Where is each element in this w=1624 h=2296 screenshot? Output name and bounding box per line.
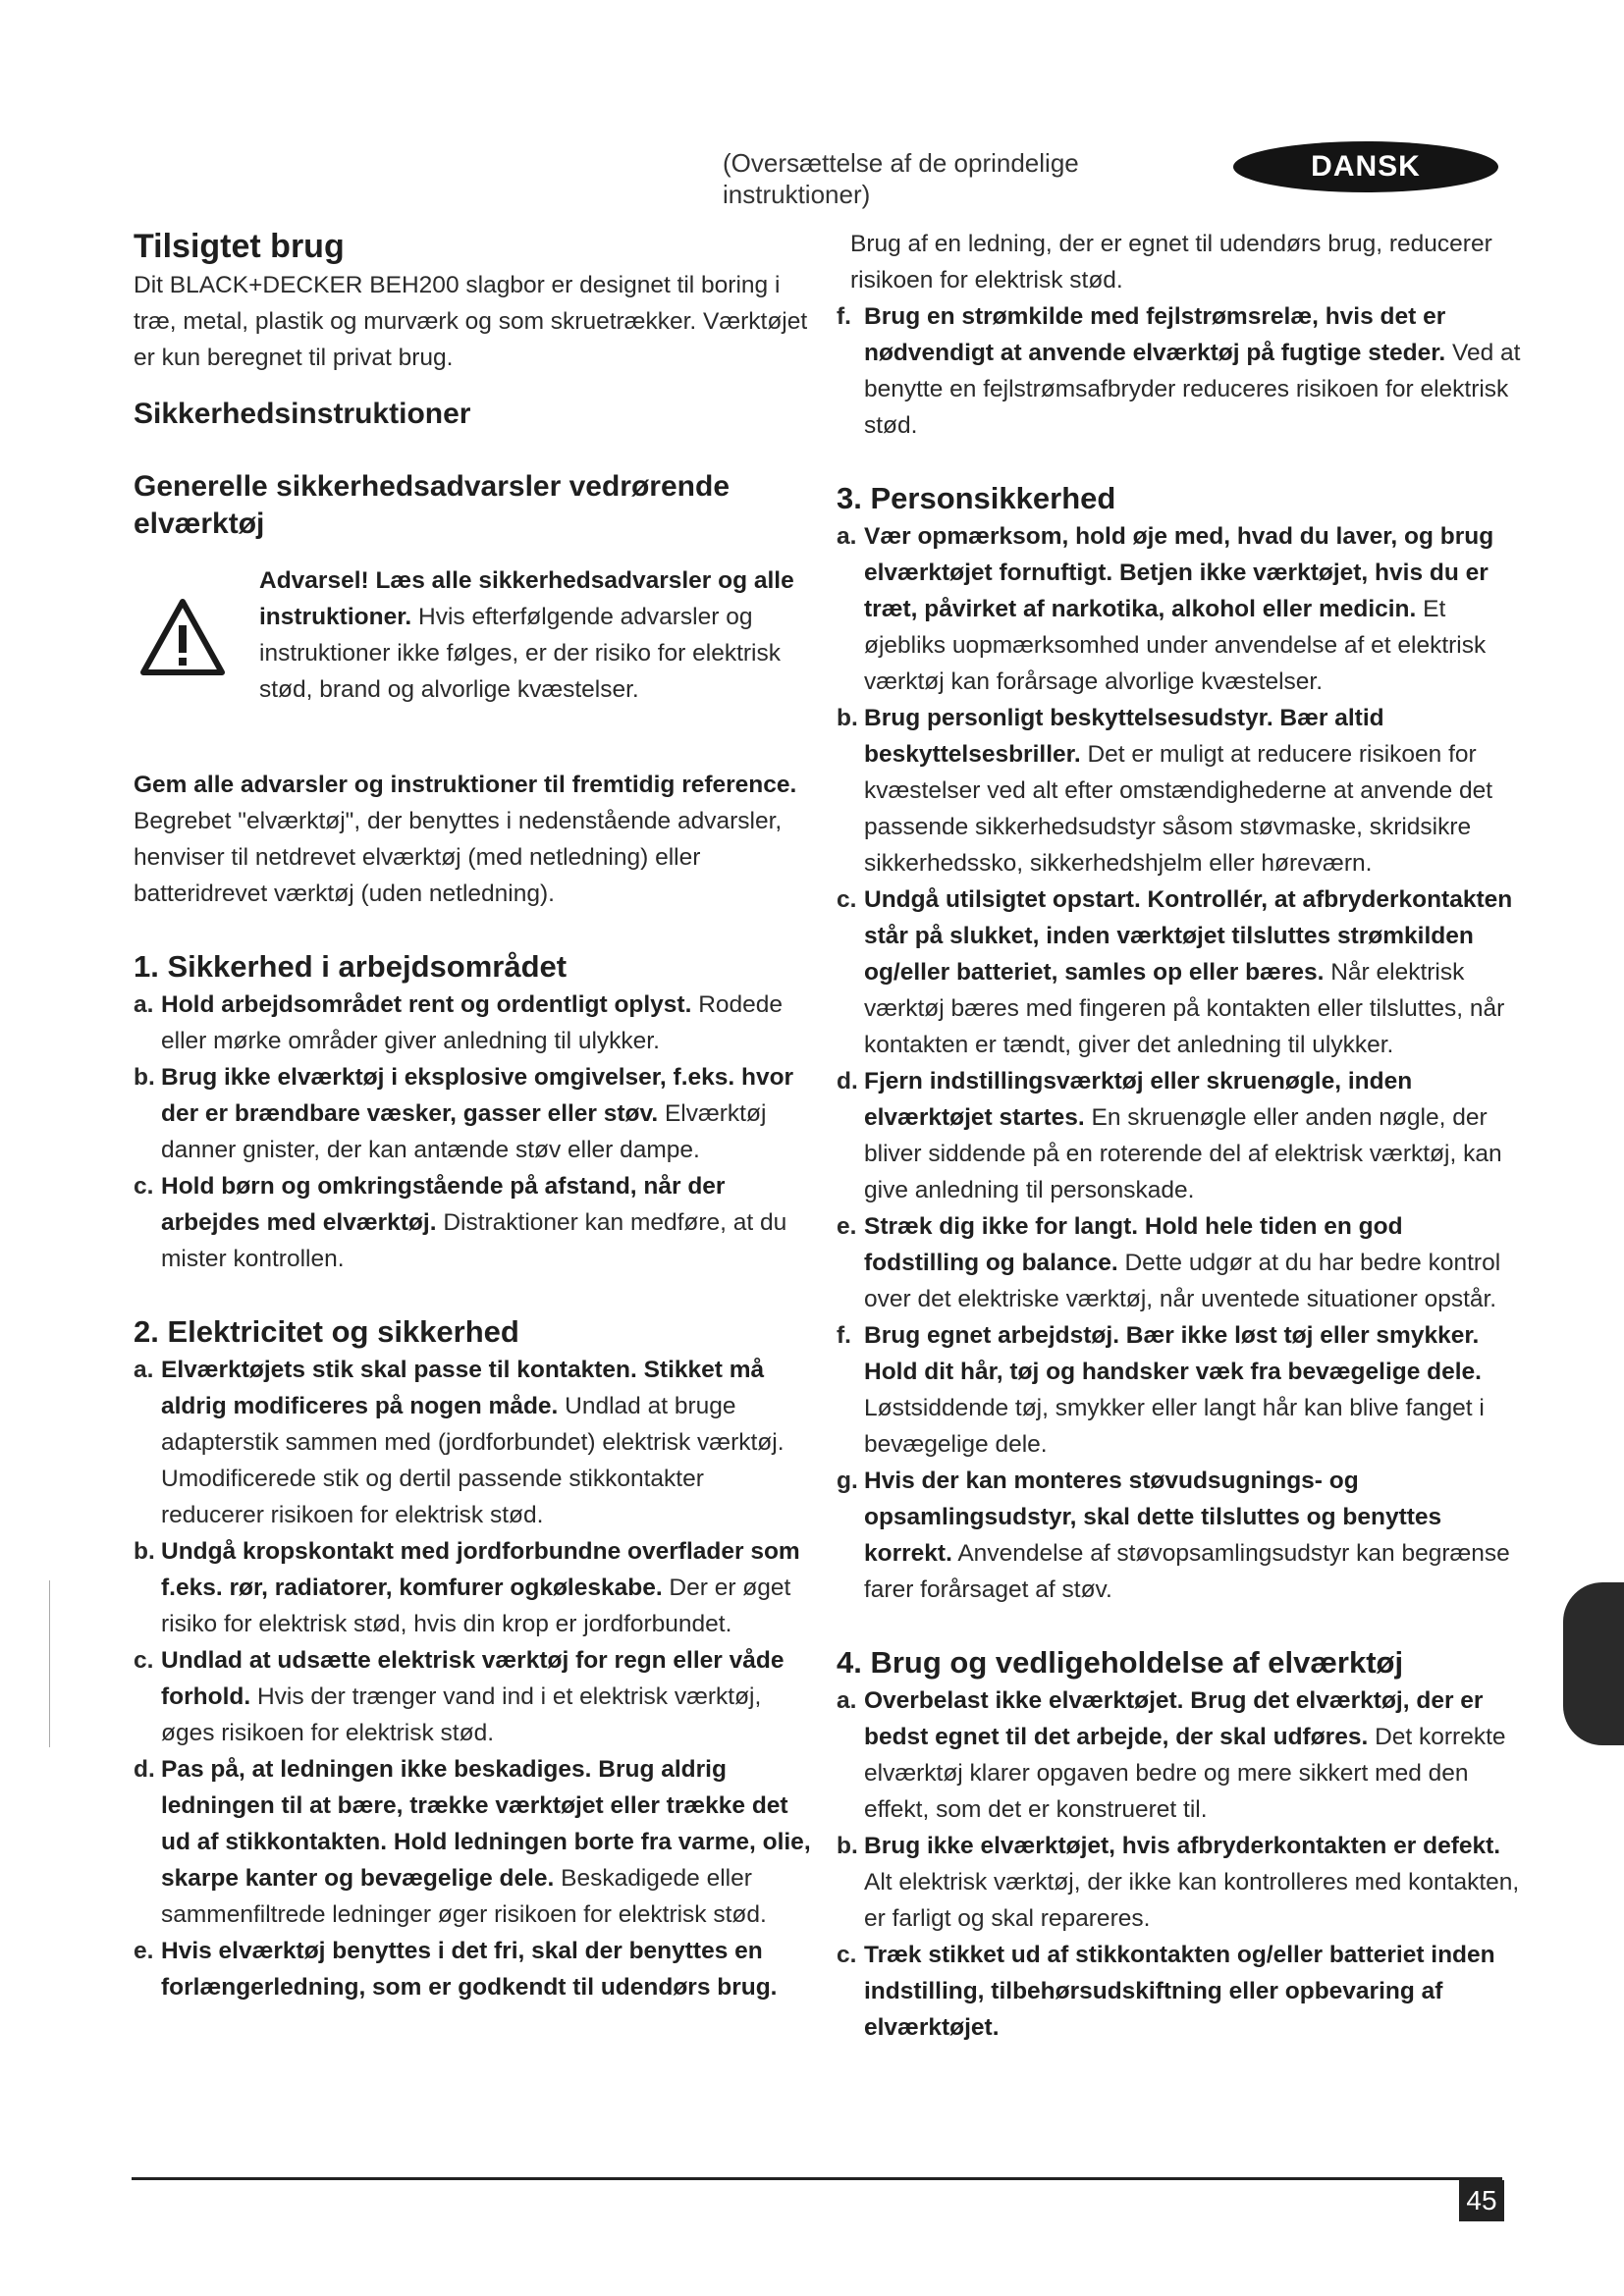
left-column xyxy=(134,226,811,2005)
warning-text: Hvis efterfølgende advarsler og instruktioner ikke følges, er der risiko for elektrisk stød, brand og alvorlige kvæstelser. xyxy=(259,604,781,703)
list-item: f. Brug en strømkilde med fejlstrømsrelæ, hvis det er nødvendigt at anvende elværktøj på fugtige steder. Ved at benytte en fejlstrømsafbryder reduceres risikoen for elektrisk stød. xyxy=(837,303,1521,439)
list-item: c. Hold børn og omkringstående på afstand, når der arbejdes med elværktøj. Distraktioner kan medføre, at du mister kontrollen. xyxy=(134,1173,787,1272)
warning-bold-text: Advarsel! Læs alle sikkerhedsadvarsler og alle instruktioner. xyxy=(259,567,794,630)
list-item: b. Brug ikke elværktøjet, hvis afbryderkontakten er defekt. Alt elektrisk værktøj, der ikke kan kontrolleres med kontakten, er farligt og skal repareres. xyxy=(837,1833,1520,1932)
margin-line xyxy=(49,1580,50,1747)
list-item: f. Brug egnet arbejdstøj. Bær ikke løst tøj eller smykker. Hold dit hår, tøj og handsker væk fra bevægelige dele. Løstsiddende tøj, smykker eller langt hår kan blive fanget i bevægelige dele. xyxy=(837,1322,1485,1458)
intended-use-title: Tilsigtet brug xyxy=(134,228,345,265)
language-badge: DANSK xyxy=(1233,141,1498,192)
right-column xyxy=(837,226,1524,2046)
page-number: 45 xyxy=(1459,2180,1504,2221)
section-4-title: 4. Brug og vedligeholdelse af elværktøj xyxy=(837,1645,1404,1680)
warning-triangle-icon xyxy=(139,598,226,676)
list-item: c. Træk stikket ud af stikkontakten og/eller batteriet inden indstilling, tilbehørsudskiftning eller opbevaring af elværktøjet. xyxy=(837,1942,1495,2041)
section-3-title: 3. Personsikkerhed xyxy=(837,481,1116,515)
list-item: e. Stræk dig ikke for langt. Hold hele tiden en god fodstilling og balance. Dette udgør at du har bedre kontrol over det elektriske værktøj, når uventede situationer opstår. xyxy=(837,1213,1501,1312)
keep-instructions-bold: Gem alle advarsler og instruktioner til fremtidig reference. xyxy=(134,772,797,798)
list-item: d. Fjern indstillingsværktøj eller skruenøgle, inden elværktøjet startes. En skruenøgle eller anden nøgle, der bliver siddende på en roterende del af elektrisk værktøj, kan give anledning til personskade. xyxy=(837,1068,1502,1203)
list-item: a. Elværktøjets stik skal passe til kontakten. Stikket må aldrig modificeres på nogen måde. Undlad at bruge adapterstik sammen med (jordforbundet) elektrisk værktøj. Umodificerede stik og dertil passende stikkontakter reducerer risikoen for elektrisk stød. xyxy=(134,1357,785,1528)
list-item: b. Brug personligt beskyttelsesudstyr. Bær altid beskyttelsesbriller. Det er muligt at reducere risikoen for kvæstelser ved alt efter omstændighederne at anvende det passende sikkerhedsudstyr såsom støvmaske, skridsikre sikkerhedssko, sikkerhedshjelm eller høreværn. xyxy=(837,705,1493,877)
list-item: d. Pas på, at ledningen ikke beskadiges. Brug aldrig ledningen til at bære, trække værktøjet eller trække det ud af stikkontakten. Hold ledningen borte fra varme, olie, skarpe kanter og bevægelige dele. Beskadigede eller sammenfiltrede ledninger øger risikoen for elektrisk stød. xyxy=(134,1756,811,1928)
keep-instructions-text: Begrebet "elværktøj", der benyttes i nedenstående advarsler, henviser til netdrevet elværktøj (med netledning) eller batteridrevet værktøj (uden netledning). xyxy=(134,808,783,907)
list-item: c. Undlad at udsætte elektrisk værktøj for regn eller våde forhold. Hvis der trænger vand ind i et elektrisk værktøj, øges risikoen for elektrisk stød. xyxy=(134,1647,785,1746)
intended-use-text: Dit BLACK+DECKER BEH200 slagbor er designet til boring i træ, metal, plastik og murværk og som skruetrækker. Værktøjet er kun beregnet til privat brug. xyxy=(134,272,808,371)
section-2-title: 2. Elektricitet og sikkerhed xyxy=(134,1314,519,1349)
section-side-tab xyxy=(1563,1582,1624,1745)
list-item: a. Vær opmærksom, hold øje med, hvad du laver, og brug elværktøjet fornuftigt. Betjen ikke værktøjet, hvis du er træt, påvirket af narkotika, alkohol eller medicin. Et øjebliks uopmærksomhed under anvendelse af et elektrisk værktøj kan forårsage alvorlige kvæstelser. xyxy=(837,523,1494,695)
list-item: b. Undgå kropskontakt med jordforbundne overflader som f.eks. rør, radiatorer, komfurer ogkøleskabe. Der er øget risiko for elektrisk stød, hvis din krop er jordforbundet. xyxy=(134,1538,800,1637)
section-1-title: 1. Sikkerhed i arbejdsområdet xyxy=(134,949,568,984)
translation-note: (Oversættelse af de oprindelige instruktioner) xyxy=(723,148,1079,209)
list-item: g. Hvis der kan monteres støvudsugnings- og opsamlingsudstyr, skal dette tilsluttes og benyttes korrekt. Anvendelse af støvopsamlingsudstyr kan begrænse farer forårsaget af støv. xyxy=(837,1468,1510,1603)
warning-block xyxy=(134,562,811,710)
safety-instructions-title: Sikkerhedsinstruktioner xyxy=(134,398,471,430)
continued-text: Brug af en ledning, der er egnet til udendørs brug, reducerer risikoen for elektrisk stød. xyxy=(850,231,1492,294)
list-item: a. Hold arbejdsområdet rent og ordentligt oplyst. Rodede eller mørke områder giver anledning til ulykker. xyxy=(134,991,784,1054)
list-item: c. Undgå utilsigtet opstart. Kontrollér, at afbryderkontakten står på slukket, inden værktøjet tilsluttes strømkilden og/eller batteriet, samles op eller bæres. Når elektrisk værktøj bæres med fingeren på kontakten eller tilsluttes, når kontakten er tændt, giver det anledning til ulykker. xyxy=(837,886,1513,1058)
list-item: b. Brug ikke elværktøj i eksplosive omgivelser, f.eks. hvor der er brændbare væsker, gasser eller støv. Elværktøj danner gnister, der kan antænde støv eller dampe. xyxy=(134,1064,794,1163)
general-warnings-title: Generelle sikkerhedsadvarsler vedrørende elværktøj xyxy=(134,470,731,540)
list-item: a. Overbelast ikke elværktøjet. Brug det elværktøj, der er bedst egnet til det arbejde, der skal udføres. Det korrekte elværktøj klarer opgaven bedre og mere sikkert med den effekt, som det er konstrueret til. xyxy=(837,1687,1506,1823)
footer-rule xyxy=(132,2177,1502,2180)
list-item: e. Hvis elværktøj benyttes i det fri, skal der benyttes en forlængerledning, som er godkendt til udendørs brug. xyxy=(134,1938,778,2001)
